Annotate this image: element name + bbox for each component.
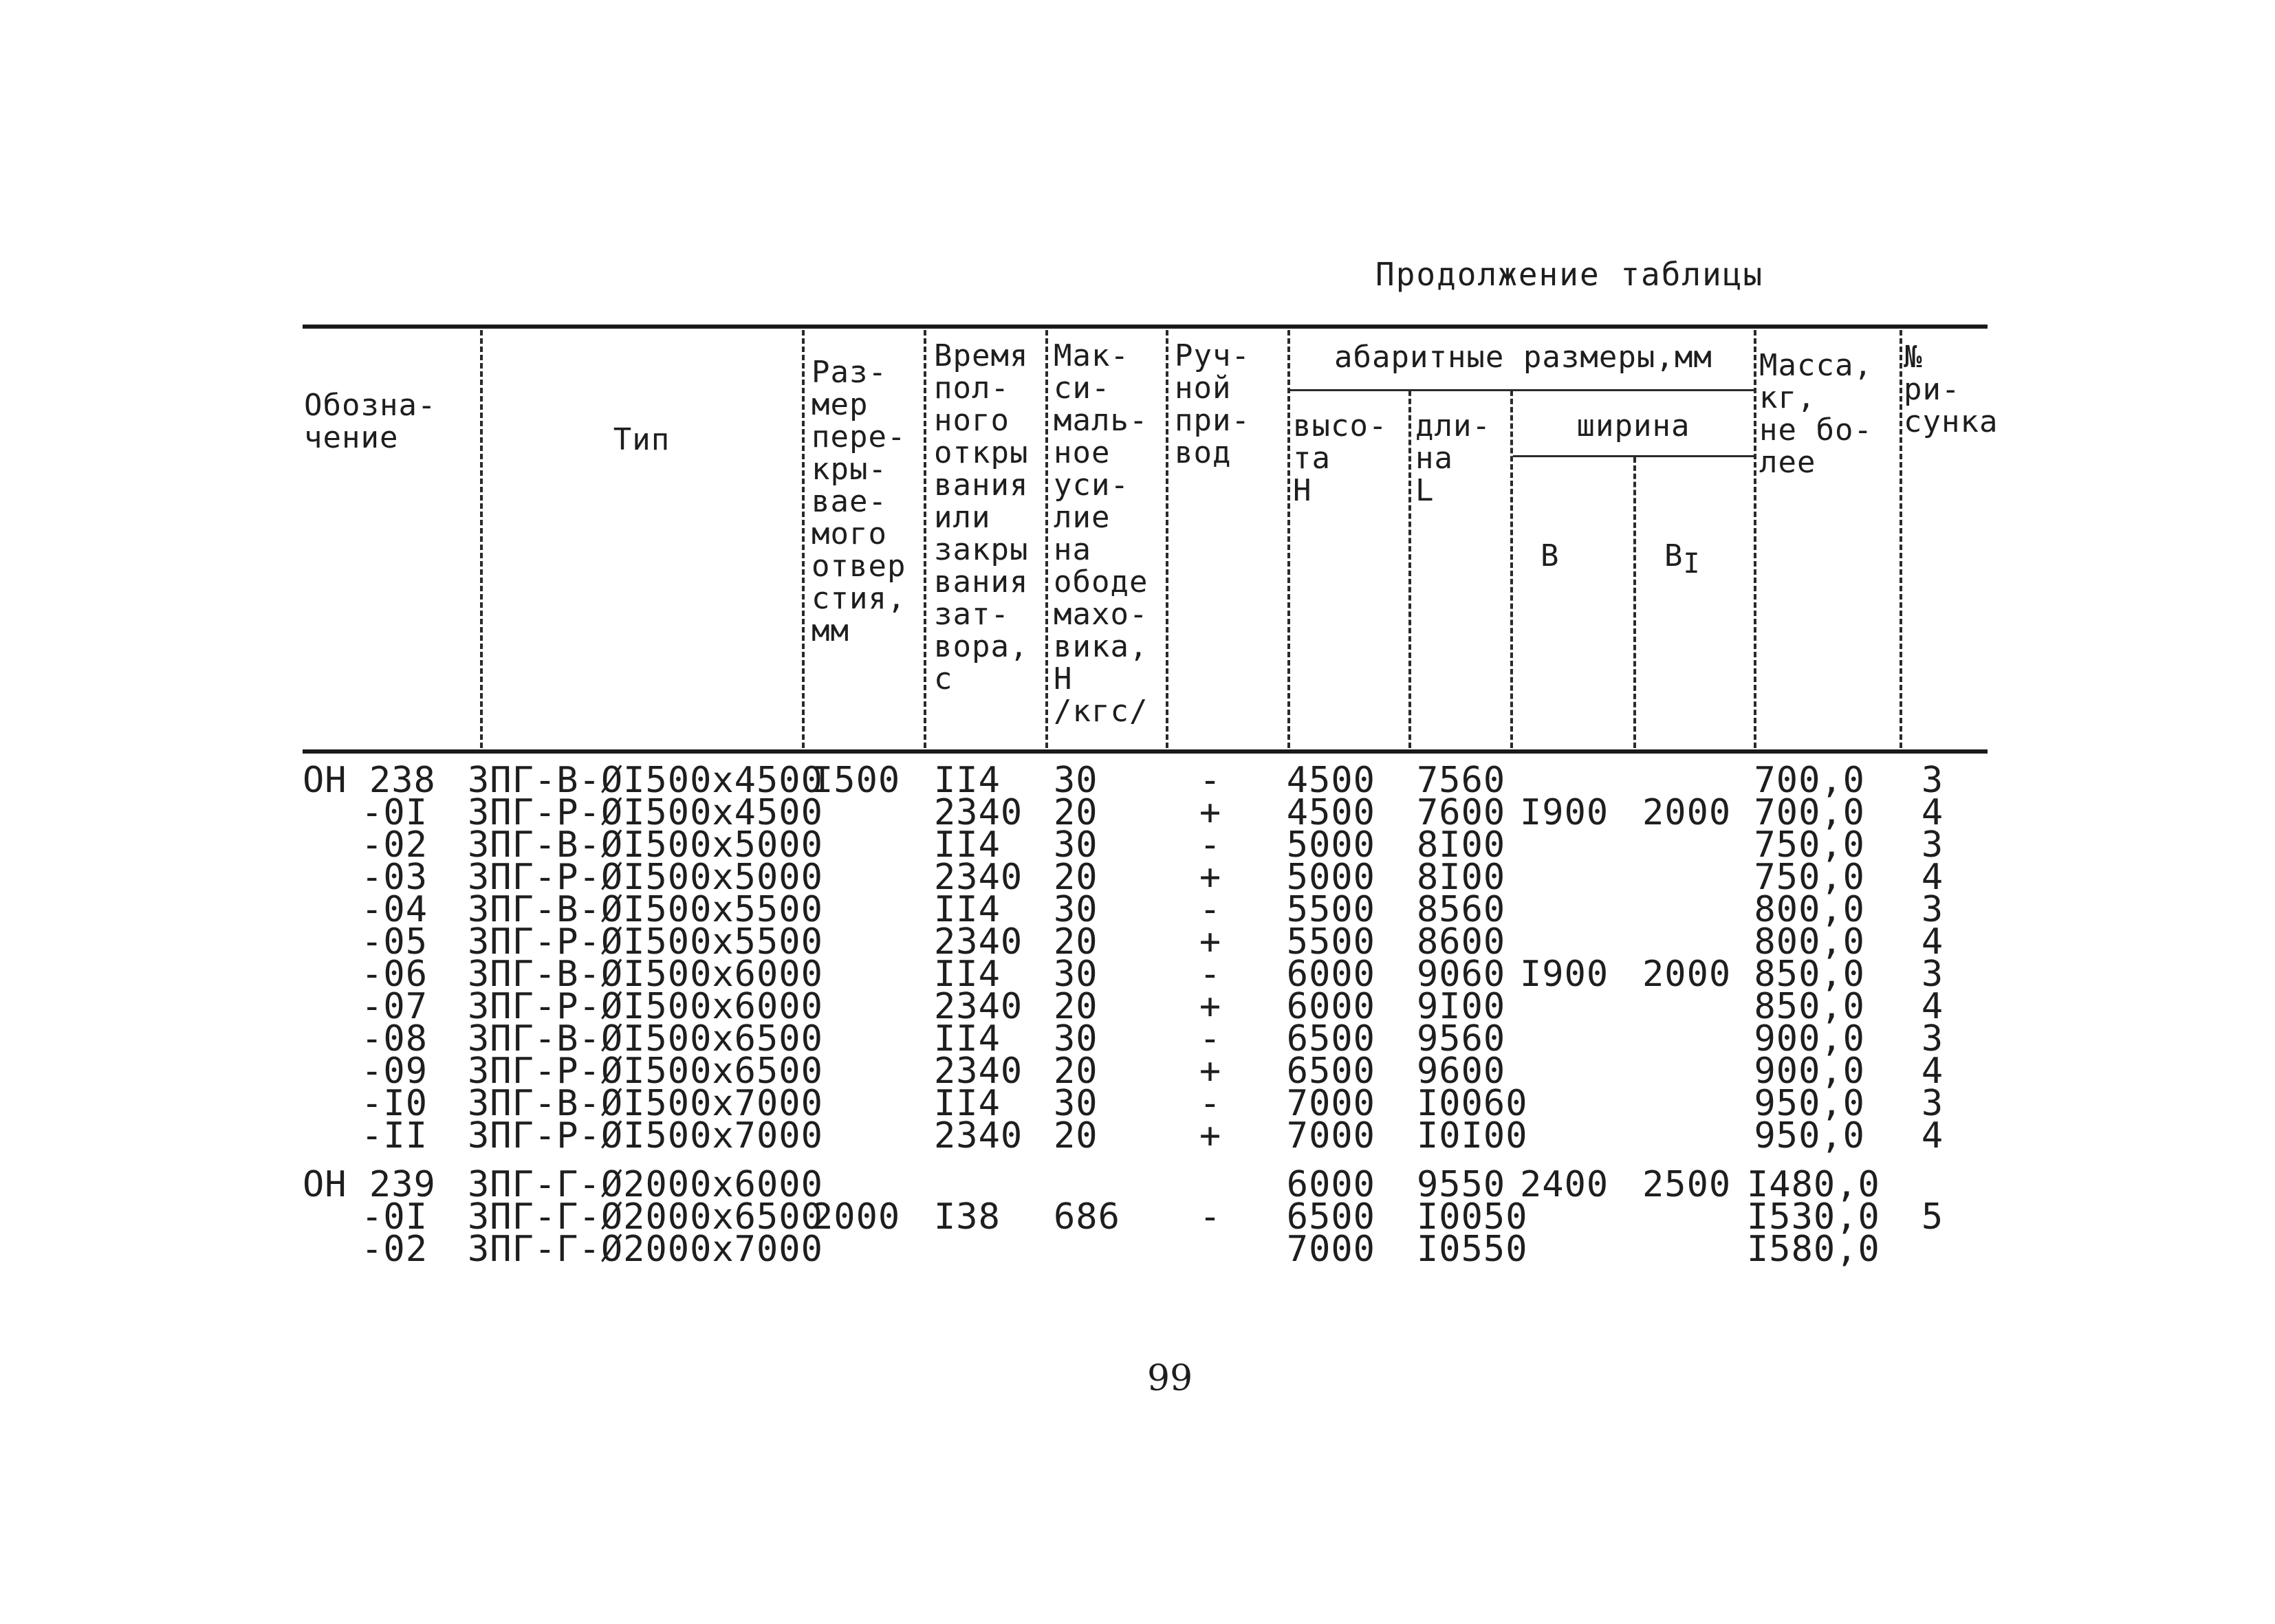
group2-time: I38	[934, 1196, 1001, 1238]
header-designation: Обозна- чение	[304, 388, 437, 455]
column-divider	[1166, 330, 1168, 748]
header-width-b: В	[1541, 538, 1560, 573]
group1-mass-column: 700,0 700,0 750,0 750,0 800,0 800,0 850,0 850,0 900,0 900,0 950,0 950,0	[1754, 760, 1865, 1156]
page-number: 99	[1147, 1358, 1193, 1399]
header-width-b1	[1664, 540, 1701, 580]
header-bottom-rule	[303, 749, 1988, 754]
header-figure: № ри- сунка	[1904, 340, 1999, 439]
header-mass: Масса, кг, не бо- лее	[1759, 348, 1873, 480]
column-divider	[1287, 330, 1290, 748]
group2-mass-column: I480,0 I530,0 I580,0	[1747, 1164, 1880, 1270]
header-manual: Руч- ной при- вод	[1175, 338, 1250, 470]
header-type: Тип	[613, 422, 671, 457]
column-divider	[1510, 391, 1513, 748]
group1-manual-column: - + - + - + - + - + - +	[1199, 760, 1222, 1156]
header-width: ширина	[1576, 408, 1690, 443]
group1-width-b-column: I900 I900	[1520, 792, 1609, 995]
table-caption: Продолжение таблицы	[1375, 256, 1764, 293]
column-divider	[480, 330, 483, 748]
column-divider	[1754, 330, 1756, 748]
group2-figure: 5	[1921, 1196, 1944, 1238]
column-divider	[1408, 391, 1411, 748]
group2-size: 2000	[812, 1196, 901, 1238]
header-size: Раз- мер пере- кры- вае- мого отвер стия, мм	[812, 355, 906, 648]
header-width-b1-letter: В	[1664, 538, 1684, 573]
group1-size: I500	[812, 760, 901, 801]
column-divider	[1045, 330, 1048, 748]
dims-group-divider	[1290, 389, 1754, 391]
header-length: дли- на L	[1415, 408, 1491, 508]
group2-type-column: ЗПГ-Г-Ø2000x6000 ЗПГ-Г-Ø2000x6500 ЗПГ-Г-Ø2000x7000	[468, 1164, 823, 1270]
column-divider	[802, 330, 805, 748]
group1-time-column: II4 2340 II4 2340 II4 2340 II4 2340 II4 2340 II4 2340	[934, 760, 1023, 1156]
group2-width-b: 2400	[1520, 1164, 1609, 1205]
group1-height-column: 4500 4500 5000 5000 5500 5500 6000 6000 6500 6500 7000 7000	[1286, 760, 1375, 1156]
group1-length-column: 7560 7600 8I00 8I00 8560 8600 9060 9I00 9560 9600 I0060 I0I00	[1417, 760, 1528, 1156]
column-divider	[1633, 457, 1636, 748]
group2-force: 686	[1054, 1196, 1120, 1238]
header-height: высо- та Н	[1293, 408, 1388, 508]
header-dimensions: абаритные размеры,мм	[1334, 340, 1712, 375]
header-width-b1-subscript: I	[1683, 547, 1701, 580]
group2-manual: -	[1199, 1196, 1222, 1238]
group2-designation-column: ОН 239 -0I -02	[303, 1164, 436, 1270]
group2-width-b1: 2500	[1642, 1164, 1732, 1205]
header-time: Время пол- ного откры вания или закры вания зат- вора, с	[934, 338, 1029, 696]
group1-figure-column: 3 4 3 4 3 4 3 4 3 4 3 4	[1921, 760, 1944, 1156]
group1-designation-column: ОН 238 -0I -02 -03 -04 -05 -06 -07 -08 -09 -I0 -II	[303, 760, 436, 1156]
column-divider	[924, 330, 926, 748]
group1-width-b1-column: 2000 2000	[1642, 792, 1732, 995]
column-divider	[1900, 330, 1902, 748]
group2-height-column: 6000 6500 7000	[1286, 1164, 1375, 1270]
width-group-divider	[1513, 455, 1754, 457]
group1-force-column: 30 20 30 20 30 20 30 20 30 20 30 20	[1054, 760, 1098, 1156]
header-force: Мак- си- маль- ное уси- лие на ободе махо- вика, Н /кгс/	[1054, 338, 1149, 729]
group1-type-column: ЗПГ-В-ØI500x4500 ЗПГ-Р-ØI500x4500 ЗПГ-В-ØI500x5000 ЗПГ-Р-ØI500x5000 ЗПГ-В-ØI500x5500 ЗПГ-Р-ØI500x5500 ЗПГ-В-ØI500x6000 ЗПГ-Р-ØI500x6000 ЗПГ-В-ØI500x6500 ЗПГ-Р-ØI500x6500 ЗПГ-В-ØI500x7000 ЗПГ-Р-ØI500x7000	[468, 760, 823, 1156]
group2-length-column: 9550 I0050 I0550	[1417, 1164, 1528, 1270]
table-top-rule	[303, 325, 1988, 329]
